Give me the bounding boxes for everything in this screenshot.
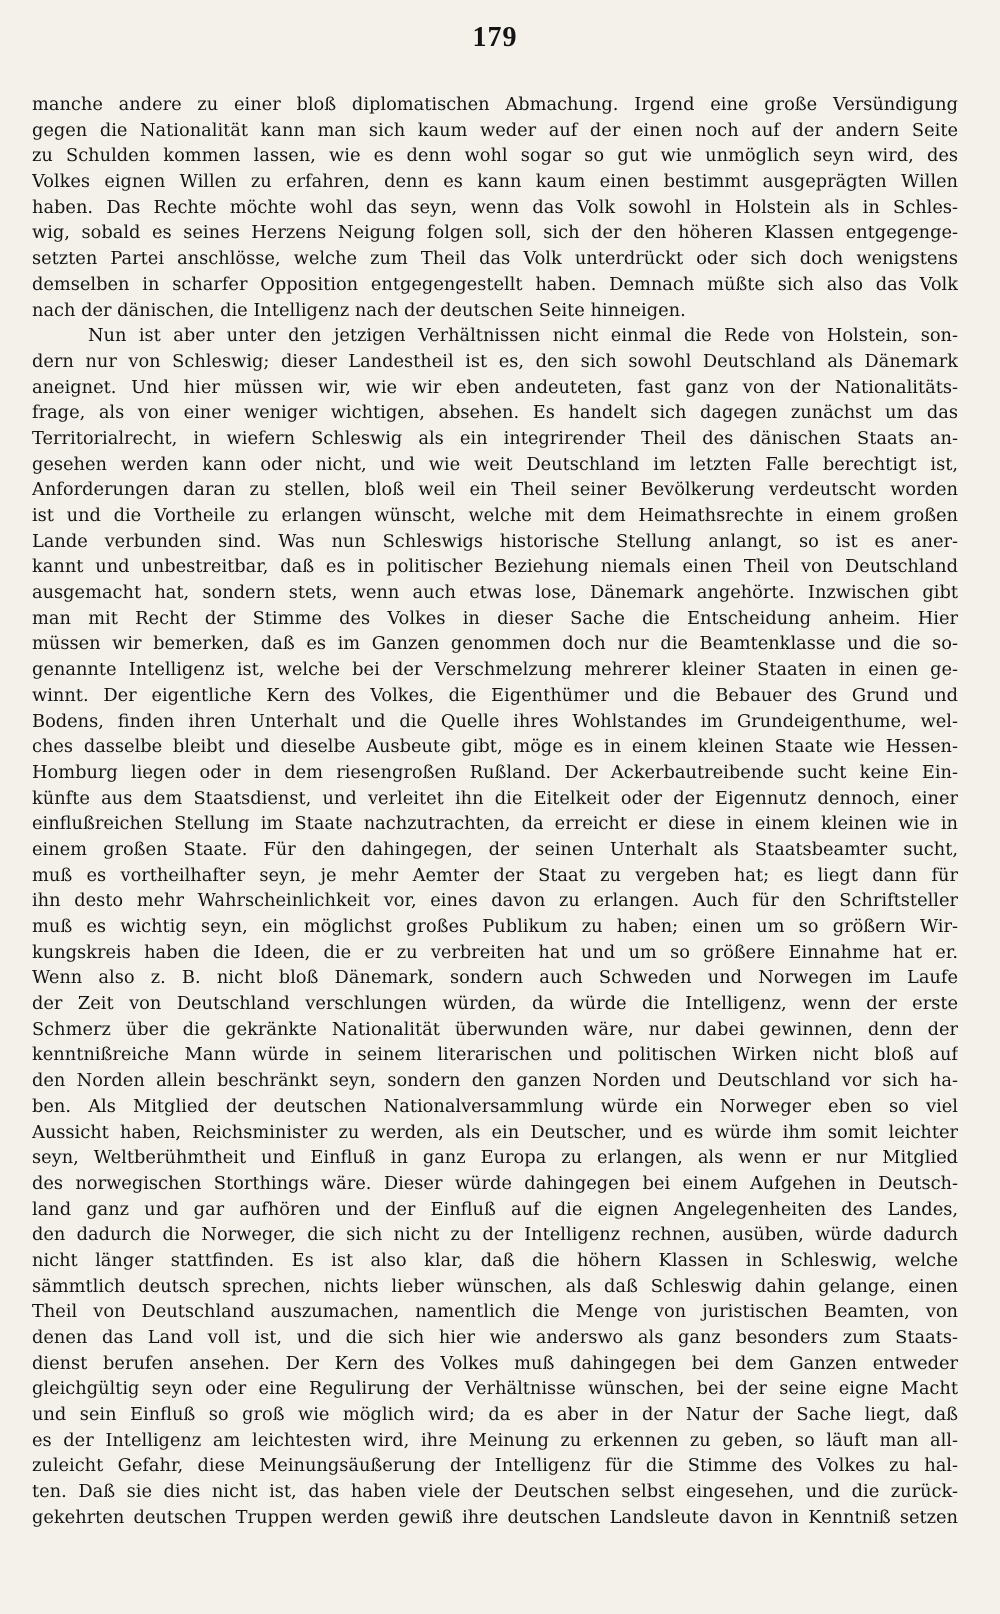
text-line: Anforderungen daran zu stellen, bloß weil ein Theil seiner Bevölkerung verdeutscht worden — [32, 479, 958, 501]
text-line: gegen die Nationalität kann man sich kaum weder auf der einen noch auf der andern Seite — [32, 119, 958, 141]
text-line: ben. Als Mitglied der deutschen Nationalversammlung würde ein Norweger eben so viel — [32, 1095, 958, 1117]
text-line: der Zeit von Deutschland verschlungen würden, da würde die Intelligenz, wenn der erste — [32, 993, 958, 1015]
text-line: gleichgültig seyn oder eine Regulirung der Verhältnisse wünschen, bei der seine eigne Macht — [32, 1378, 958, 1400]
text-line: künfte aus dem Staatsdienst, und verleitet ihn die Eitelkeit oder der Eigennutz dennoch, einer — [32, 787, 958, 809]
text-line: Nun ist aber unter den jetzigen Verhältnissen nicht einmal die Rede von Holstein, son- — [88, 325, 958, 347]
text-line: winnt. Der eigentliche Kern des Volkes, die Eigenthümer und die Bebauer des Grund und — [32, 684, 958, 706]
text-line: den Norden allein beschränkt seyn, sondern den ganzen Norden und Deutschland vor sich ha- — [32, 1070, 958, 1092]
text-line: frage, als von einer weniger wichtigen, absehen. Es handelt sich dagegen zunächst um das — [32, 402, 958, 424]
text-line: wig, sobald es seines Herzens Neigung folgen soll, sich der den höheren Klassen entgegenge- — [32, 222, 958, 244]
body-text — [32, 92, 958, 1531]
text-line: muß es wichtig seyn, ein möglichst großes Publikum zu haben; einen um so größern Wir- — [32, 916, 958, 937]
text-line: Homburg liegen oder in dem riesengroßen Rußland. Der Ackerbautreibende sucht keine Ein- — [32, 761, 958, 783]
text-line: seyn, Weltberühmtheit und Einfluß in ganz Europa zu erlangen, als wenn er nur Mitglied — [32, 1147, 958, 1169]
text-line: kungskreis haben die Ideen, die er zu verbreiten hat und um so größere Einnahme hat er. — [32, 941, 958, 963]
text-line: des norwegischen Storthings wäre. Dieser würde dahingegen bei einem Aufgehen in Deutsch- — [32, 1172, 958, 1194]
text-line: sämmtlich deutsch sprechen, nichts lieber wünschen, als daß Schleswig dahin gelange, einen — [32, 1275, 958, 1297]
text-line: dern nur von Schleswig; dieser Landestheil ist es, den sich sowohl Deutschland als Dänemark — [32, 350, 958, 372]
text-line: demselben in scharfer Opposition entgegengestellt haben. Demnach müßte sich also das Volk — [32, 273, 958, 295]
text-line: zuleicht Gefahr, diese Meinungsäußerung der Intelligenz für die Stimme des Volkes zu hal- — [32, 1455, 958, 1477]
page-number: 179 — [472, 22, 518, 53]
text-line: manche andere zu einer bloß diplomatischen Abmachung. Irgend eine große Versündigung — [32, 94, 958, 115]
text-line: setzten Partei anschlösse, welche zum Theil das Volk unterdrückt oder sich doch wenigstens — [32, 248, 958, 270]
text-line: Aussicht haben, Reichsminister zu werden, als ein Deutscher, und es würde ihm somit leichter — [32, 1121, 958, 1143]
text-line: muß es vortheilhafter seyn, je mehr Aemter der Staat zu vergeben hat; es liegt dann für — [32, 864, 958, 886]
text-line: den dadurch die Norweger, die sich nicht zu der Intelligenz rechnen, ausüben, würde dadurch — [32, 1224, 958, 1246]
text-line: ihn desto mehr Wahrscheinlichkeit vor, eines davon zu erlangen. Auch für den Schriftsteller — [32, 890, 958, 912]
text-line: ausgemacht hat, sondern stets, wenn auch etwas lose, Dänemark angehörte. Inzwischen gibt — [32, 582, 958, 604]
text-line: genannte Intelligenz ist, welche bei der Verschmelzung mehrerer kleiner Staaten in einen ge- — [32, 659, 958, 681]
text-line: zu Schulden kommen lassen, wie es denn wohl sogar so gut wie unmöglich seyn wird, des — [32, 145, 958, 167]
text-line: es der Intelligenz am leichtesten wird, ihre Meinung zu erkennen zu geben, so läuft man all- — [32, 1429, 958, 1451]
text-line: und sein Einfluß so groß wie möglich wird; da es aber in der Natur der Sache liegt, daß — [32, 1404, 958, 1426]
text-line: nach der dänischen, die Intelligenz nach der deutschen Seite hinneigen. — [32, 299, 686, 321]
text-line: denen das Land voll ist, und die sich hier wie anderswo als ganz besonders zum Staats- — [32, 1327, 958, 1348]
text-line: Bodens, finden ihren Unterhalt und die Quelle ihres Wohlstandes im Grundeigenthume, wel- — [32, 710, 958, 732]
text-line: nicht länger stattfinden. Es ist also klar, daß die höhern Klassen in Schleswig, welche — [32, 1249, 958, 1271]
text-line: man mit Recht der Stimme des Volkes in dieser Sache die Entscheidung anheim. Hier — [32, 607, 958, 629]
text-line: gekehrten deutschen Truppen werden gewiß ihre deutschen Landsleute davon in Kenntniß setzen — [32, 1506, 958, 1528]
text-line: haben. Das Rechte möchte wohl das seyn, wenn das Volk sowohl in Holstein als in Schles- — [32, 196, 958, 218]
text-line: aneignet. Und hier müssen wir, wie wir eben andeuteten, fast ganz von der Nationalitäts- — [32, 376, 958, 398]
text-line: Volkes eignen Willen zu erfahren, denn es kann kaum einen bestimmt ausgeprägten Willen — [32, 171, 958, 193]
text-line: dienst berufen ansehen. Der Kern des Volkes muß dahingegen bei dem Ganzen entweder — [32, 1352, 958, 1374]
text-line: ten. Daß sie dies nicht ist, das haben viele der Deutschen selbst eingesehen, und die zurück- — [32, 1481, 958, 1503]
text-line: kenntnißreiche Mann würde in seinem literarischen und politischen Wirken nicht bloß auf — [32, 1044, 958, 1066]
text-line: Lande verbunden sind. Was nun Schleswigs historische Stellung anlangt, so ist es aner- — [32, 530, 958, 552]
text-line: land ganz und gar aufhören und der Einfluß auf die eignen Angelegenheiten des Landes, — [32, 1198, 958, 1220]
text-line: Territorialrecht, in wiefern Schleswig als ein integrirender Theil des dänischen Staats an- — [32, 427, 958, 449]
text-line: müssen wir bemerken, daß es im Ganzen genommen doch nur die Beamtenklasse und die so- — [32, 633, 958, 655]
text-line: einflußreichen Stellung im Staate nachzutrachten, da erreicht er diese in einem kleinen wie in — [32, 813, 958, 835]
text-line: Schmerz über die gekränkte Nationalität überwunden wäre, nur dabei gewinnen, denn der — [32, 1018, 958, 1040]
text-line: ist und die Vortheile zu erlangen wünscht, welche mit dem Heimathsrechte in einem großen — [32, 505, 958, 526]
text-line: Theil von Deutschland auszumachen, namentlich die Menge von juristischen Beamten, von — [32, 1301, 958, 1323]
text-line: ches dasselbe bleibt und dieselbe Ausbeute gibt, möge es in einem kleinen Staate wie Hessen- — [32, 736, 958, 758]
text-line: kannt und unbestreitbar, daß es in politischer Beziehung niemals einen Theil von Deutschland — [32, 556, 958, 578]
text-line: gesehen werden kann oder nicht, und wie weit Deutschland im letzten Falle berechtigt ist, — [32, 453, 958, 475]
text-line: Wenn also z. B. nicht bloß Dänemark, sondern auch Schweden und Norwegen im Laufe — [32, 967, 958, 989]
text-line: einem großen Staate. Für den dahingegen, der seinen Unterhalt als Staatsbeamter sucht, — [32, 838, 958, 860]
